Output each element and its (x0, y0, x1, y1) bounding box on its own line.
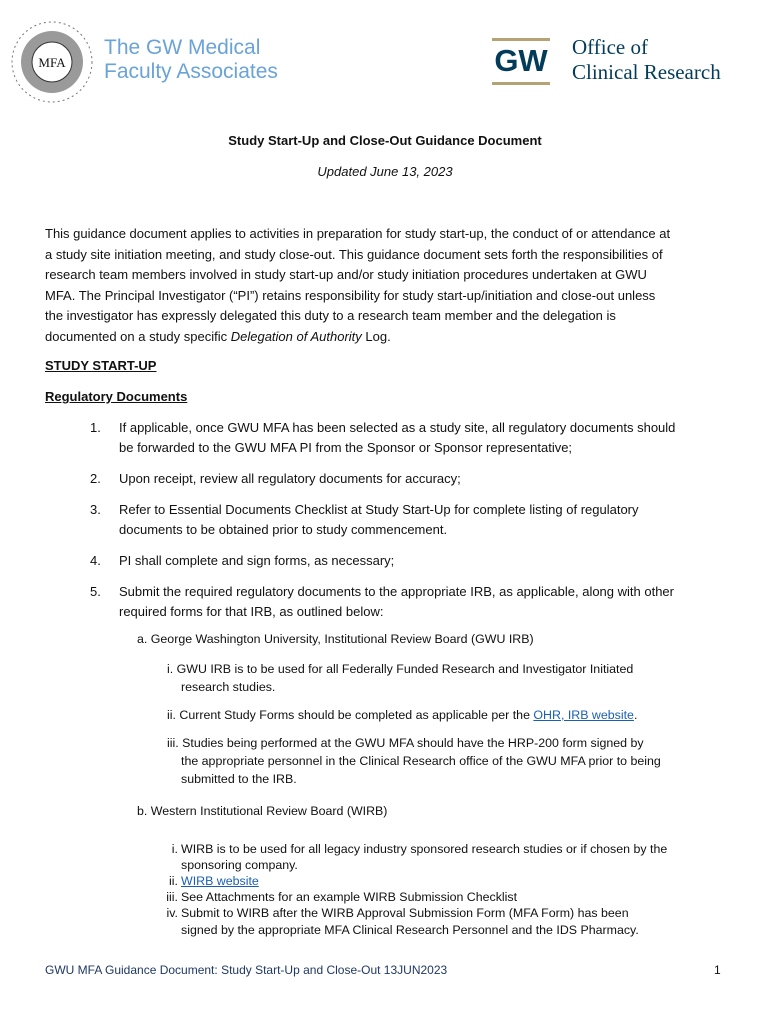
intro-line: This guidance document applies to activities in preparation for study start-up, the conduct of or attendance at (45, 226, 671, 241)
roman-number: iv. (166, 906, 178, 920)
list-number: 1. (90, 420, 101, 435)
page-number: 1 (714, 963, 721, 977)
intro-line: the investigator has expressly delegated this duty to a research team member and the delegation is (45, 308, 616, 323)
subsection-heading: Regulatory Documents (45, 389, 188, 404)
roman-number: iii. (166, 890, 178, 904)
list-number: 5. (90, 584, 101, 599)
mfa-name-logo: The GW Medical Faculty Associates (104, 36, 278, 83)
sub-item: i. GWU IRB is to be used for all Federally Funded Research and Investigator Initiated (167, 662, 634, 676)
list-item: Submit the required regulatory documents to the appropriate IRB, as applicable, along with other (119, 584, 674, 599)
ocr-logo: Office of Clinical Research (572, 35, 721, 84)
section-heading: STUDY START-UP (45, 358, 157, 373)
footer-text: GWU MFA Guidance Document: Study Start-Up and Close-Out 13JUN2023 (45, 963, 448, 977)
list-item: Upon receipt, review all regulatory documents for accuracy; (119, 471, 461, 486)
sub-item: signed by the appropriate MFA Clinical Research Personnel and the IDS Pharmacy. (181, 923, 639, 937)
list-item: If applicable, once GWU MFA has been selected as a study site, all regulatory documents should (119, 420, 676, 435)
list-number: 4. (90, 553, 101, 568)
gw-logo: GW (492, 38, 550, 84)
intro-line: documented on a study specific Delegation of Authority Log. (45, 328, 391, 344)
list-item: be forwarded to the GWU MFA PI from the Sponsor or Sponsor representative; (119, 440, 573, 455)
sub-item: research studies. (181, 680, 276, 694)
updated-date: Updated June 13, 2023 (317, 164, 453, 179)
sub-item: See Attachments for an example WIRB Submission Checklist (181, 890, 518, 904)
document-title: Study Start-Up and Close-Out Guidance Document (228, 133, 542, 148)
sub-item: submitted to the IRB. (181, 772, 297, 786)
sub-item: the appropriate personnel in the Clinical Research office of the GWU MFA prior to being (181, 754, 661, 768)
sub-item: iii. Studies being performed at the GWU MFA should have the HRP-200 form signed by (167, 736, 644, 750)
sub-item: sponsoring company. (181, 858, 298, 872)
sub-item: ii. Current Study Forms should be completed as applicable per the OHR, IRB website. (167, 708, 638, 722)
sub-item-label: b. Western Institutional Review Board (WIRB) (137, 804, 388, 818)
intro-line: a study site initiation meeting, and study close-out. This guidance document sets forth the responsibilities of (45, 246, 663, 262)
intro-line: research team members involved in study start-up and/or study initiation procedures undertaken at GWU (45, 267, 647, 282)
roman-number: i. (171, 842, 178, 856)
sub-item: WIRB is to be used for all legacy industry sponsored research studies or if chosen by the (181, 842, 668, 856)
sub-item-label: a. George Washington University, Institutional Review Board (GWU IRB) (137, 632, 534, 646)
list-item: required forms for that IRB, as outlined below: (119, 604, 384, 619)
list-item: documents to be obtained prior to study commencement. (119, 522, 448, 537)
svg-text:MFA: MFA (38, 55, 66, 70)
list-item: PI shall complete and sign forms, as necessary; (119, 553, 395, 568)
intro-line: MFA. The Principal Investigator (“PI”) retains responsibility for study start-up/initiation and close-out unless (45, 287, 656, 303)
list-number: 2. (90, 471, 101, 486)
list-item: Refer to Essential Documents Checklist at Study Start-Up for complete listing of regulatory (119, 502, 639, 517)
sub-item: Submit to WIRB after the WIRB Approval Submission Form (MFA Form) has been (181, 906, 629, 920)
ohr-irb-website-link[interactable]: OHR, IRB website (533, 708, 634, 722)
list-number: 3. (90, 502, 101, 517)
mfa-seal-logo (8, 20, 98, 109)
roman-number: ii. (169, 874, 178, 888)
wirb-website-link[interactable]: WIRB website (181, 874, 259, 888)
